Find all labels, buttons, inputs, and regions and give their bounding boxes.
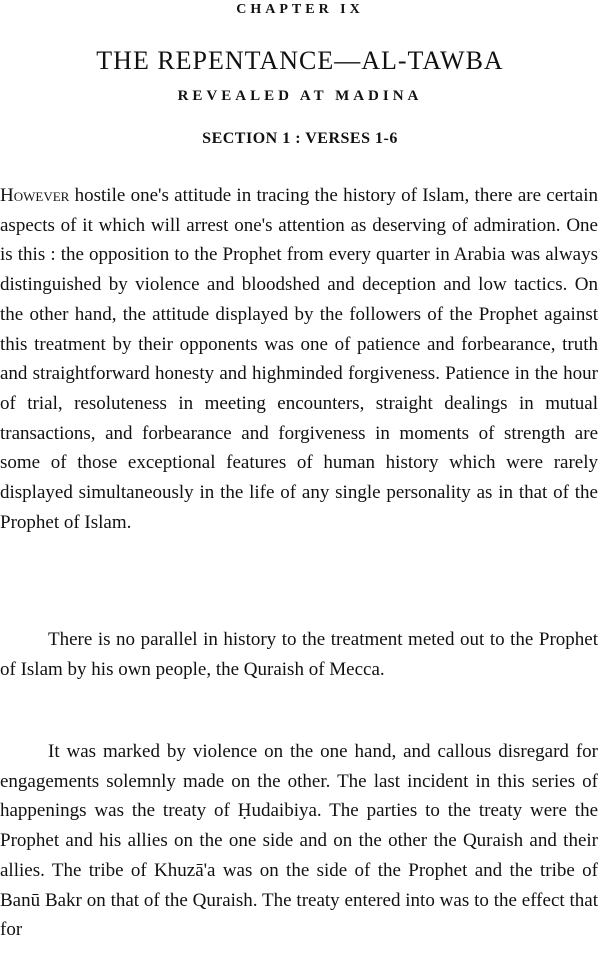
paragraph-3: It was marked by violence on the one hand, and callous disregard for engagements solemnly made on the other. The last incident in this series of happenings was the treaty of Ḥudaibiya. The parties to the treaty were the Prophet and his allies on the one side and on the other the Quraish and their allies. The tribe of Khuzā'a was on the side of the Prophet and the tribe of Banū Bakr on that of the Quraish. The treaty entered into was to the effect that for xyxy=(0,741,598,941)
page-title: THE REPENTANCE—AL-TAWBA xyxy=(96,46,504,75)
revelation-subtitle: REVEALED AT MADINA xyxy=(177,88,423,104)
paragraph-1 xyxy=(0,181,598,537)
paragraph-1-text: hostile one's attitude in tracing the history of Islam, there are certain aspects of it which will arrest one's attention as deserving of admiration. One is this : the opposition to the Prophet from every quarter in Arabia was always distinguished by violence and bloodshed and deception and low tactics. On the other hand, the attitude displayed by the followers of the Prophet against this treatment by their opponents was one of patience and forbearance, truth and straightforward honesty and highminded forgiveness. Patience in the hour of trial, resoluteness in meeting encounters, straight dealings in mutual transactions, and forbearance and forgiveness in moments of strength are some of those exceptional features of human history which were rarely displayed simultaneously in the life of any single personality as in that of the Prophet of Islam. xyxy=(0,185,598,533)
paragraph-1-lead-word: However xyxy=(0,185,70,206)
chapter-heading: CHAPTER IX xyxy=(236,2,364,17)
paragraph-2: There is no parallel in history to the treatment meted out to the Prophet of Islam by his own people, the Quraish of Mecca. xyxy=(0,629,598,680)
section-heading: SECTION 1 : VERSES 1-6 xyxy=(202,130,398,147)
